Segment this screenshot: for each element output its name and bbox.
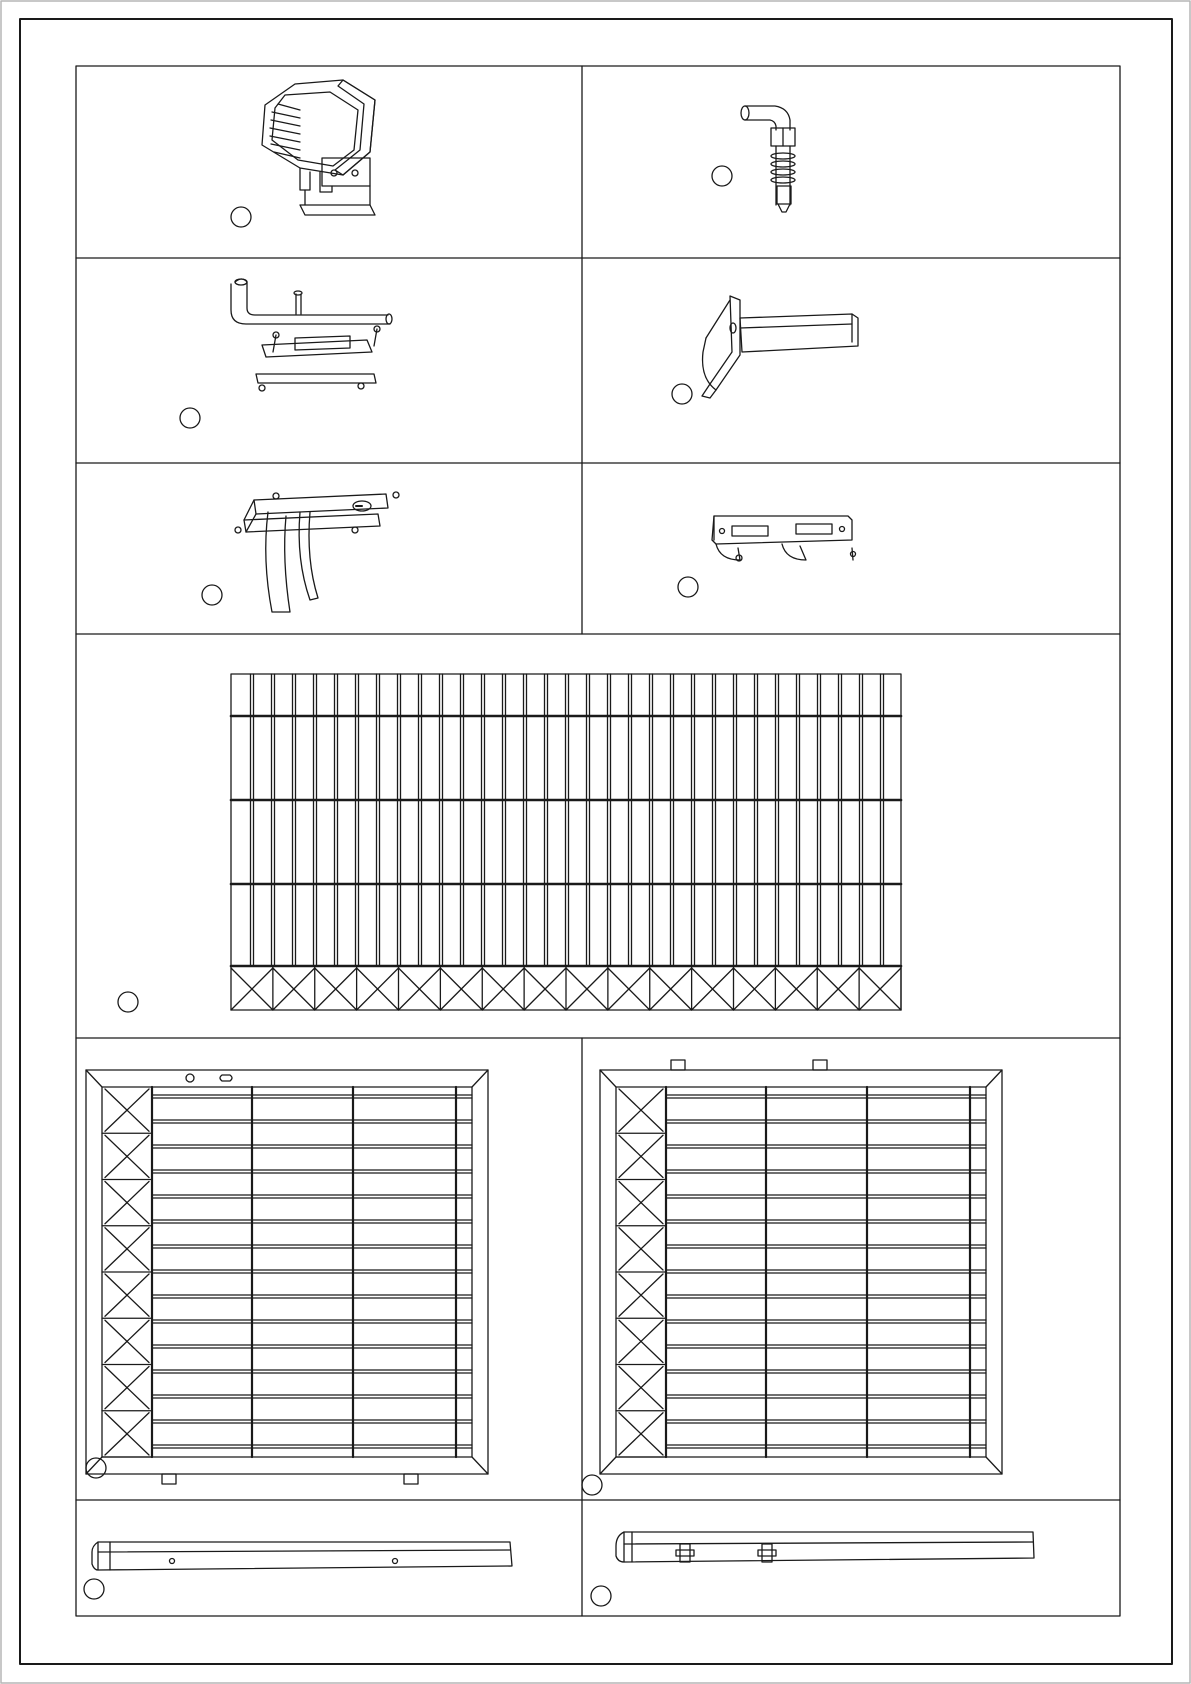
callout-marker [591, 1586, 611, 1606]
callout-marker [712, 166, 732, 186]
gate-leaf-fittings [671, 1060, 827, 1070]
callout-marker [84, 1579, 104, 1599]
hinge-bolt-icon [741, 106, 795, 212]
callout-marker [180, 408, 200, 428]
drop-bolt-icon [231, 279, 392, 391]
square-post-hinges-icon [616, 1532, 1034, 1562]
lever-handle-icon [235, 492, 399, 612]
inner-frame [20, 19, 1172, 1664]
parts-table-grid [76, 66, 1120, 1616]
callout-marker [86, 1458, 106, 1478]
clamp-bracket-icon [262, 80, 375, 215]
callout-marker [678, 577, 698, 597]
callout-marker [202, 585, 222, 605]
outer-frame [1, 1, 1190, 1683]
square-post-icon [92, 1542, 512, 1570]
wall-bracket-icon [702, 296, 858, 398]
fence-panel-icon [231, 674, 901, 1010]
gate-leaf-icon [600, 1070, 1002, 1474]
keeper-plate-icon [712, 516, 856, 561]
callout-marker [672, 384, 692, 404]
gate-leaf-icon [86, 1070, 488, 1474]
callout-marker [231, 207, 251, 227]
callout-marker [118, 992, 138, 1012]
callout-marker [582, 1475, 602, 1495]
